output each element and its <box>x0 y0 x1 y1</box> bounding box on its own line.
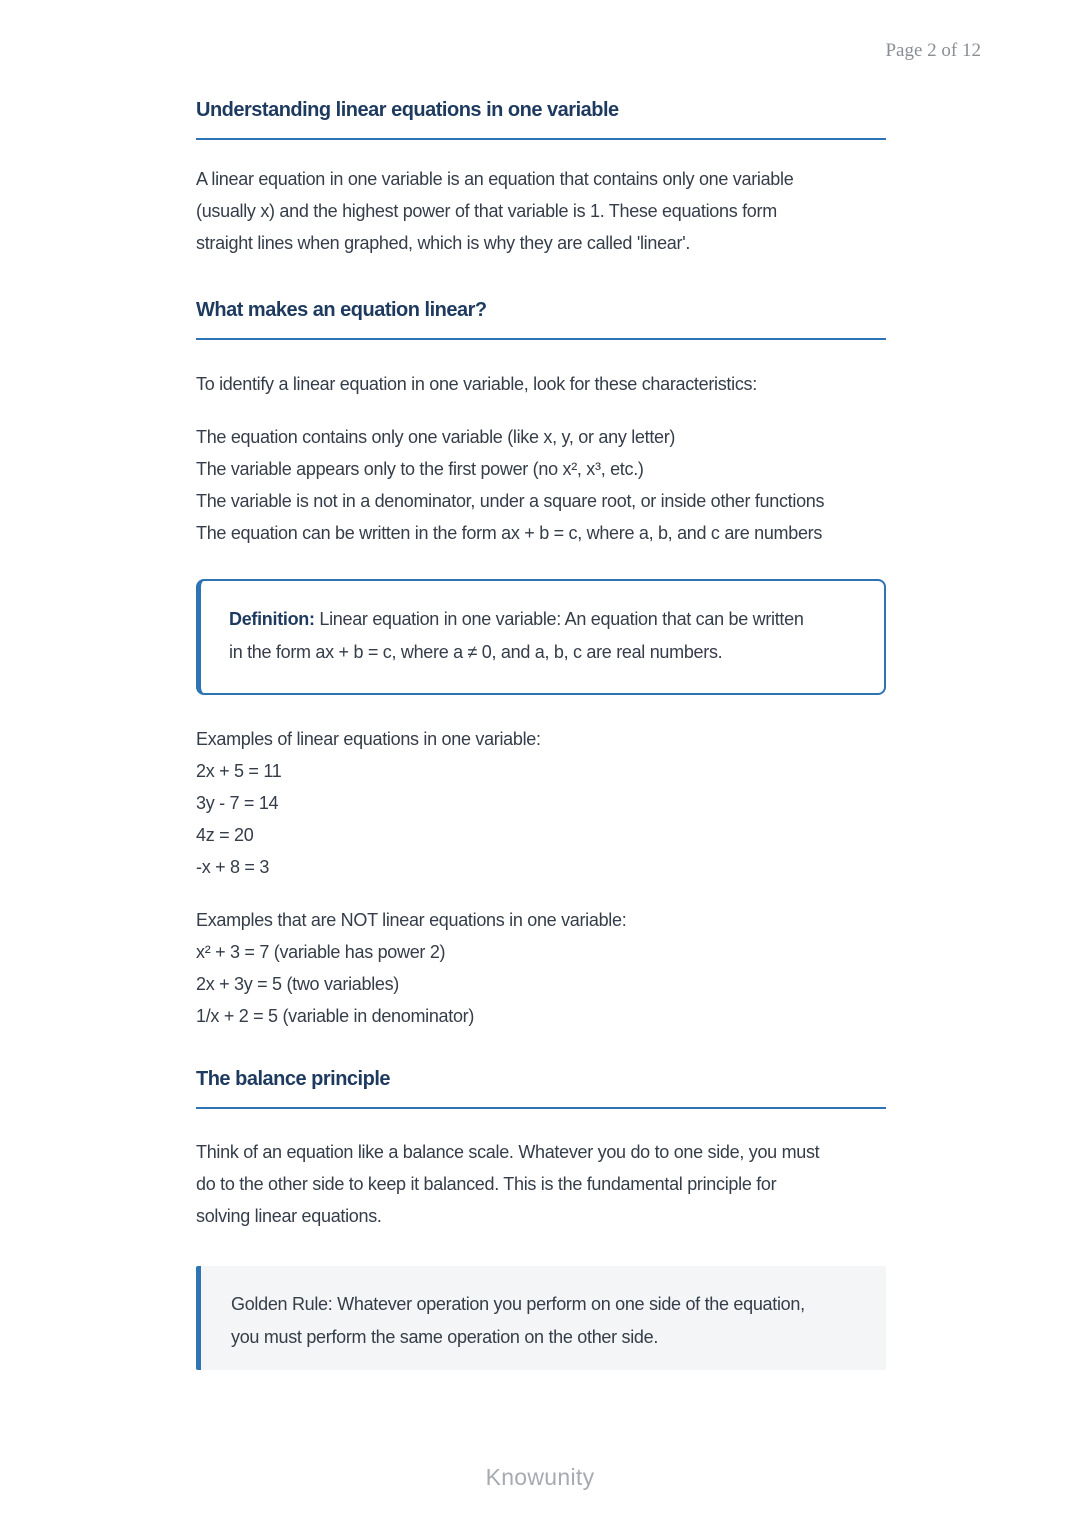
equation-item: 3y - 7 = 14 <box>196 793 279 813</box>
golden-rule-line: you must perform the same operation on the other side. <box>231 1327 659 1347</box>
equation-item: -x + 8 = 3 <box>196 857 270 877</box>
list-item: The equation can be written in the form ax + b = c, where a, b, and c are numbers <box>196 523 823 543</box>
definition-label: Definition: <box>229 609 315 629</box>
characteristics-list <box>196 421 886 549</box>
examples-intro: Examples of linear equations in one variable: <box>196 729 541 749</box>
paragraph-line: (usually x) and the highest power of that variable is 1. These equations form <box>196 201 777 221</box>
paragraph-line: To identify a linear equation in one variable, look for these characteristics: <box>196 374 757 394</box>
heading-what-makes-equation-linear: What makes an equation linear? <box>196 297 886 340</box>
equation-item: 4z = 20 <box>196 825 254 845</box>
definition-callout-box <box>196 579 886 695</box>
non-examples-list <box>196 904 886 1032</box>
intro-paragraph <box>196 163 886 259</box>
paragraph-line: do to the other side to keep it balanced. This is the fundamental principle for <box>196 1174 777 1194</box>
heading-balance-principle: The balance principle <box>196 1066 886 1109</box>
paragraph-line: solving linear equations. <box>196 1206 382 1226</box>
paragraph-line: straight lines when graphed, which is why they are called 'linear'. <box>196 233 691 253</box>
heading-understanding-linear-equations: Understanding linear equations in one variable <box>196 97 886 140</box>
list-item: The equation contains only one variable (like x, y, or any letter) <box>196 427 676 447</box>
list-item: The variable appears only to the first power (no x², x³, etc.) <box>196 459 644 479</box>
footer-brand: Knowunity <box>485 1464 595 1490</box>
definition-line <box>229 603 856 636</box>
paragraph-line: A linear equation in one variable is an equation that contains only one variable <box>196 169 794 189</box>
equation-item: 1/x + 2 = 5 (variable in denominator) <box>196 1006 475 1026</box>
balance-paragraph <box>196 1136 886 1232</box>
equation-item: 2x + 3y = 5 (two variables) <box>196 974 399 994</box>
list-item: The variable is not in a denominator, under a square root, or inside other functions <box>196 491 825 511</box>
equation-item: 2x + 5 = 11 <box>196 761 282 781</box>
page-number: Page 2 of 12 <box>885 40 981 61</box>
golden-rule-callout-box <box>196 1266 886 1370</box>
definition-line: in the form ax + b = c, where a ≠ 0, and a, b, c are real numbers. <box>229 642 723 662</box>
golden-rule-line: Golden Rule: Whatever operation you perform on one side of the equation, <box>231 1294 805 1314</box>
equation-item: x² + 3 = 7 (variable has power 2) <box>196 942 446 962</box>
identify-intro-paragraph <box>196 368 886 400</box>
paragraph-line: Think of an equation like a balance scale. Whatever you do to one side, you must <box>196 1142 820 1162</box>
non-examples-intro: Examples that are NOT linear equations in one variable: <box>196 910 627 930</box>
page-content <box>196 97 886 1370</box>
definition-text: Linear equation in one variable: An equation that can be written <box>314 609 804 629</box>
examples-list <box>196 723 886 883</box>
